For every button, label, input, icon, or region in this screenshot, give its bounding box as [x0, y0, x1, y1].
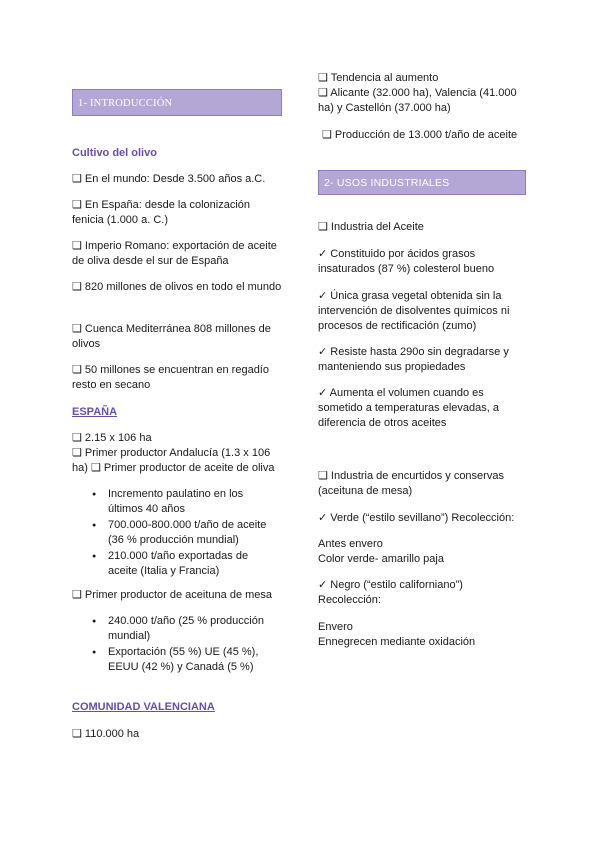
section-intro-title: 1- INTRODUCCIÓN: [78, 98, 173, 109]
espana-bullet-list-2: [76, 614, 278, 675]
section-usos-title: 2- USOS INDUSTRIALES: [324, 177, 450, 189]
cultivo-heading: Cultivo del olivo: [72, 147, 157, 159]
negro-detail: Ennegrecen mediante oxidación: [318, 636, 476, 648]
espana-line: ❑ Primer productor Andalucía (1.3 x 106 ha) ❑ Primer productor de aceite de oliva: [72, 447, 275, 474]
aceite-item: ✓ Constituido por ácidos grasos insaturados (87 %) colesterol bueno: [318, 248, 495, 275]
cultivo-item: ❑ Cuenca Mediterránea 808 millones de olivos: [72, 323, 271, 350]
list-item: ● 240.000 t/año (25 % producción mundial): [76, 614, 278, 644]
negro-line: ✓ Negro (“estilo californiano”) Recolección:: [318, 579, 463, 606]
aceite-heading: ❑ Industria del Aceite: [318, 221, 424, 233]
aceite-item: ✓ Única grasa vegetal obtenida sin la intervención de disolventes químicos ni procesos de rectificación (zumo): [318, 290, 510, 332]
verde-line: ✓ Verde (“estilo sevillano”) Recolección:: [318, 512, 515, 524]
list-item: ● 700.000-800.000 t/año de aceite (36 % producción mundial): [76, 518, 278, 548]
negro-detail: Envero: [318, 621, 353, 633]
espana-bullet-list: [76, 487, 278, 579]
comunidad-valenciana-heading: COMUNIDAD VALENCIANA: [72, 701, 215, 713]
cultivo-item: ❑ 50 millones se encuentran en regadío resto en secano: [72, 364, 269, 391]
section-usos-header: [318, 170, 526, 195]
espana-heading: ESPAÑA: [72, 406, 118, 418]
section-intro-header: [72, 89, 282, 116]
espana-line: ❑ Primer productor de aceituna de mesa: [72, 589, 273, 601]
verde-detail: Color verde- amarillo paja: [318, 553, 444, 565]
cultivo-item: ❑ En España: desde la colonización fenicia (1.000 a. C.): [72, 199, 251, 226]
cv-production-line: ❑ Producción de 13.000 t/año de aceite: [322, 129, 518, 141]
cultivo-item: ❑ 820 millones de olivos en todo el mundo: [72, 281, 282, 293]
cv-line: ❑ 110.000 ha: [72, 728, 140, 740]
cultivo-item: ❑ En el mundo: Desde 3.500 años a.C.: [72, 173, 266, 185]
cv-provinces-line: ❑ Alicante (32.000 ha), Valencia (41.000 ha) y Castellón (37.000 ha): [318, 87, 517, 114]
list-item: ● 210.000 t/año exportadas de aceite (Italia y Francia): [76, 549, 278, 579]
encurtidos-heading: ❑ Industria de encurtidos y conservas (aceituna de mesa): [318, 470, 504, 497]
list-item: ● Incremento paulatino en los últimos 40 años: [76, 487, 278, 517]
cultivo-item: ❑ Imperio Romano: exportación de aceite de oliva desde el sur de España: [72, 240, 277, 267]
verde-detail: Antes envero: [318, 538, 383, 550]
aceite-item: ✓ Aumenta el volumen cuando es sometido a temperaturas elevadas, a diferencia de otros aceites: [318, 387, 499, 429]
list-item: ● Exportación (55 %) UE (45 %), EEUU (42 %) y Canadá (5 %): [76, 645, 278, 675]
cv-trend-line: ❑ Tendencia al aumento: [318, 72, 439, 84]
aceite-item: ✓ Resiste hasta 290o sin degradarse y manteniendo sus propiedades: [318, 346, 509, 373]
espana-line: ❑ 2.15 x 106 ha: [72, 432, 152, 444]
